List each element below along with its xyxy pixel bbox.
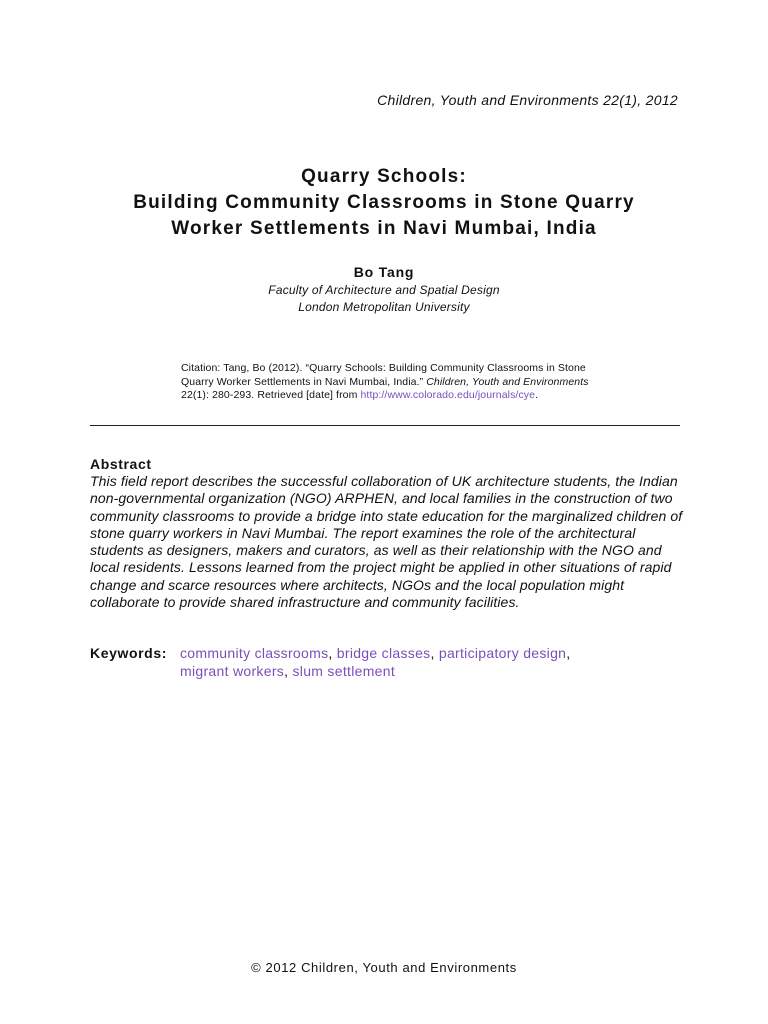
keyword-link[interactable]: migrant workers: [180, 662, 285, 679]
author-name: Bo Tang: [353, 264, 415, 280]
affiliation-line-2: London Metropolitan University: [298, 300, 470, 314]
citation-journal: Children, Youth and Environments: [426, 375, 589, 388]
journal-citation-header: Children, Youth and Environments 22(1), 2012: [377, 92, 678, 108]
abstract-body: This field report describes the successful collaboration of UK architecture students, the Indian non-governmental organization (NGO) ARPHEN, and local families in the construction of two community classrooms to provide a bridge into state education for the marginalized children of stone quarry workers in Navi Mumbai. The report examines the role of the architectural students as designers, makers and curators, as well as their relationship with the NGO and local residents. Lessons learned from the project might be applied in other situations of rapid change and scarce resources where architects, NGOs and the local population might collaborate to provide shared infrastructure and community facilities.: [90, 473, 683, 611]
title-line-2: Building Community Classrooms in Stone Quarry: [133, 192, 635, 213]
keyword-link[interactable]: bridge classes: [336, 645, 431, 661]
divider-rule: [90, 425, 680, 426]
keywords-label: Keywords:: [90, 645, 167, 661]
author-block: [0, 262, 768, 316]
paper-title: [0, 164, 768, 242]
citation-text-1: Citation: Tang, Bo (2012). “Quarry Schools: Building Community Classrooms in Stone Quarry Worker Settlements in Navi Mumbai, India.”: [181, 362, 586, 388]
citation-url-link[interactable]: http://www.colorado.edu/journals/cye: [360, 389, 536, 401]
citation-end: .: [535, 389, 539, 401]
keyword-link[interactable]: community classrooms: [180, 645, 329, 661]
keyword-link[interactable]: slum settlement: [292, 662, 396, 679]
title-line-1: Quarry Schools:: [301, 166, 467, 187]
citation-text-2: 22(1): 280-293. Retrieved [date] from: [181, 389, 361, 401]
keywords-list: community classrooms, bridge classes, participatory design, migrant workers, slum settlement: [180, 645, 571, 679]
abstract-heading: Abstract: [90, 456, 152, 472]
citation-block: [181, 362, 601, 403]
keywords-section: [90, 645, 690, 680]
copyright-footer: © 2012 Children, Youth and Environments: [251, 960, 517, 975]
keyword-link[interactable]: participatory design: [438, 645, 567, 661]
affiliation-line-1: Faculty of Architecture and Spatial Design: [268, 283, 500, 297]
abstract-section: [90, 455, 685, 611]
title-line-3: Worker Settlements in Navi Mumbai, India: [171, 218, 597, 239]
